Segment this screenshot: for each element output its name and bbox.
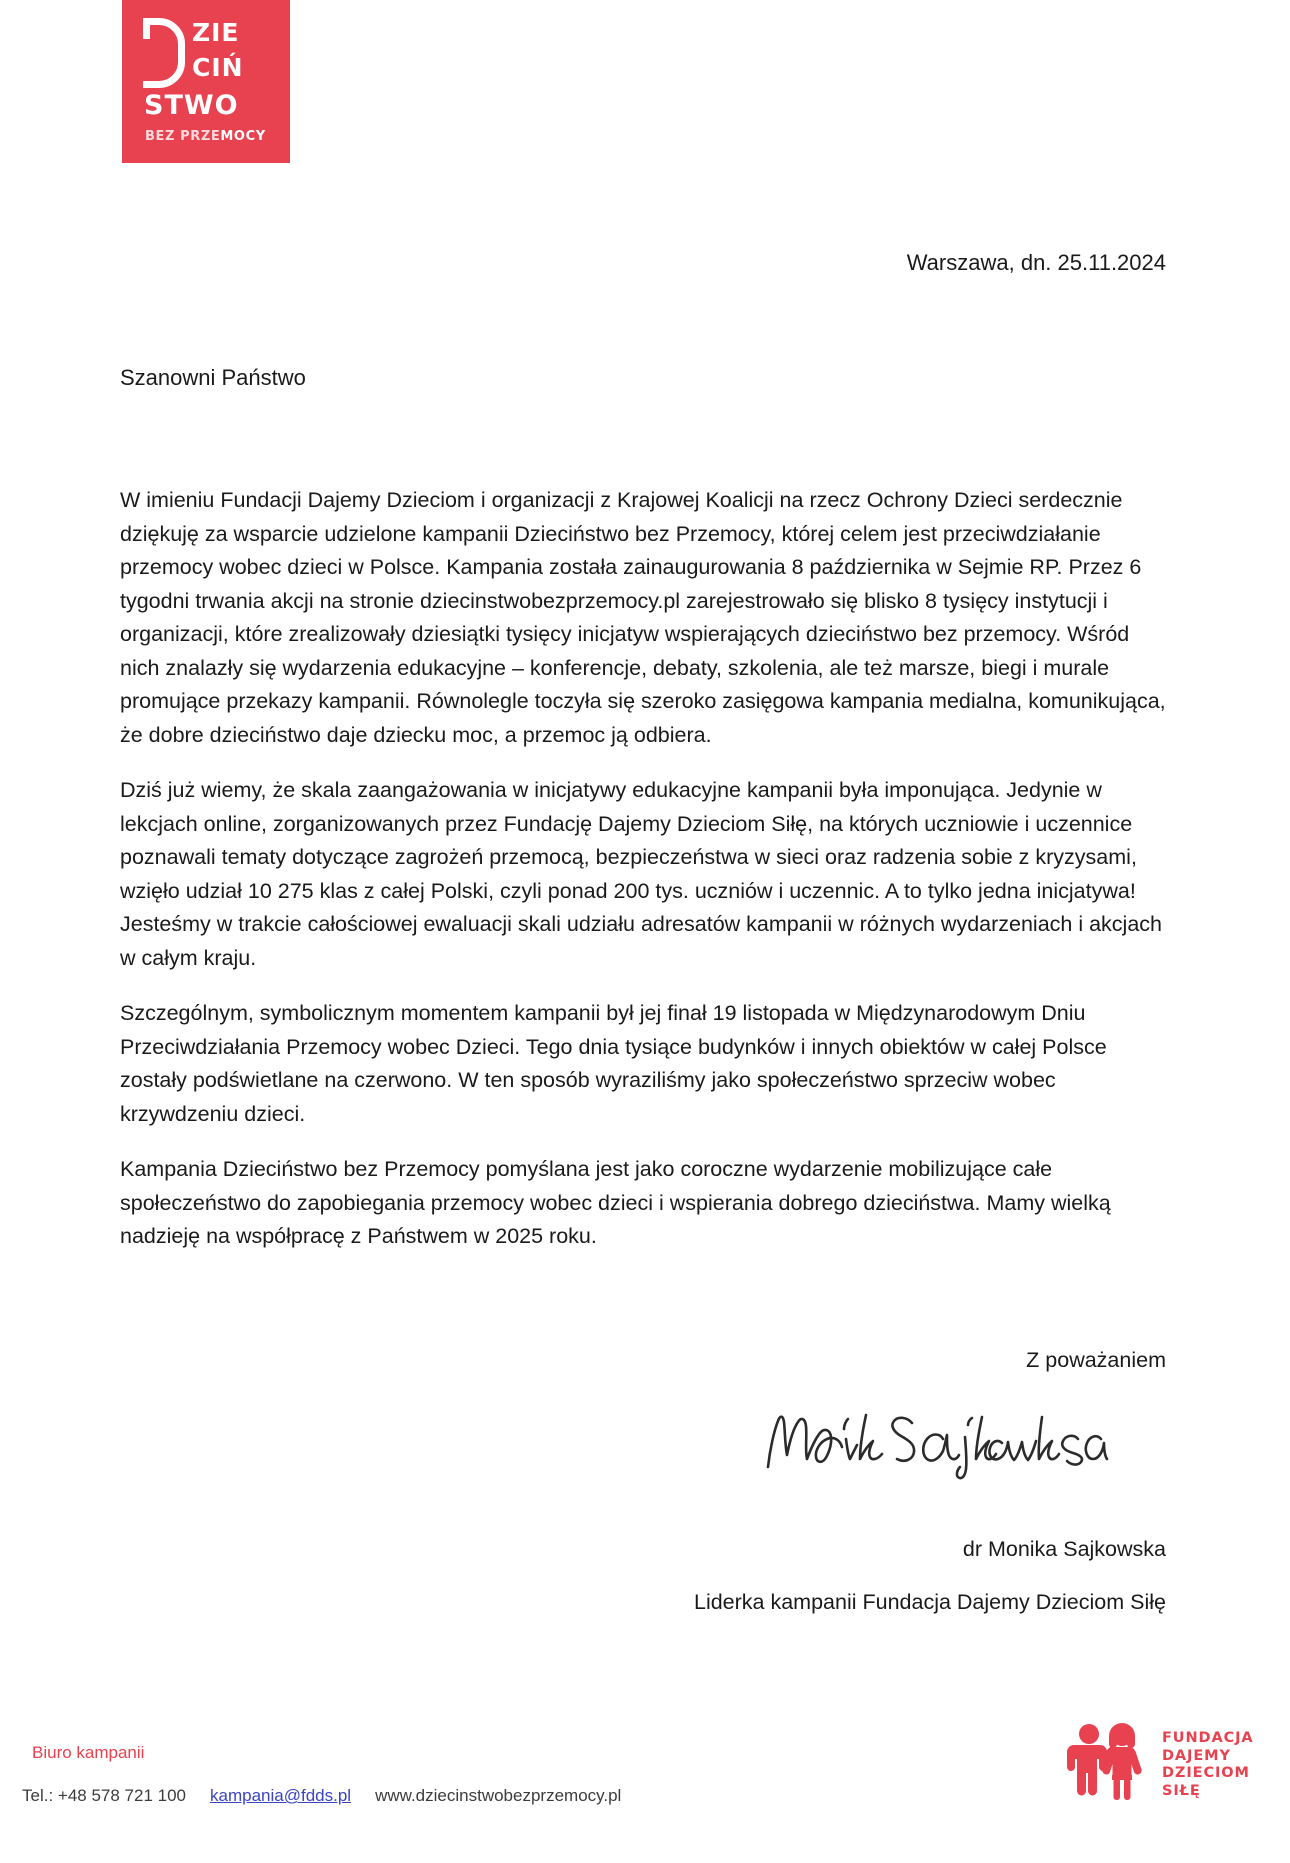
fdds-line-1: FUNDACJA	[1162, 1730, 1254, 1746]
footer-phone: Tel.: +48 578 721 100	[22, 1786, 186, 1805]
footer-contact-row	[22, 1786, 621, 1806]
salutation: Szanowni Państwo	[120, 365, 306, 390]
paragraph-2: Dziś już wiemy, że skala zaangażowania w inicjatywy edukacyjne kampanii była imponująca. Jedynie w lekcjach online, zorganizowanych przez Fundację Dajemy Dzieciom Siłę, na których uczniowie i uczennice poznawali tematy dotyczące zagrożeń przemocą, bezpieczeństwa w sieci oraz radzenia sobie z kryzysami, wzięło udział 10 275 klas z całej Polski, czyli ponad 200 tys. uczniów i uczennic. A to tylko jedna inicjatywa! Jesteśmy w trakcie całościowej ewaluacji skali udziału adresatów kampanii w różnych wydarzeniach i akcjach w całym kraju.	[120, 778, 1162, 970]
logo-tagline-soft: BEZ PRZE	[145, 129, 221, 144]
footer-website: www.dziecinstwobezprzemocy.pl	[375, 1786, 622, 1805]
paragraph-1: W imieniu Fundacji Dajemy Dzieciom i organizacji z Krajowej Koalicji na rzecz Ochrony Dzieci serdecznie dziękuję za wsparcie udzielone kampanii Dzieciństwo bez Przemocy, której celem jest przeciwdziałanie przemocy wobec dzieci w Polsce. Kampania została zainaugurowania 8 października w Sejmie RP. Przez 6 tygodni trwania akcji na stronie dziecinstwobezprzemocy.pl zarejestrowało się blisko 8 tysięcy instytucji i organizacji, które zrealizowały dziesiątki tysięcy inicjatyw wspierających dzieciństwo bez przemocy. Wśród nich znalazły się wydarzenia edukacyjne – konferencje, debaty, szkolenia, ale też marsze, biegi i murale promujące przekazy kampanii. Równolegle toczyła się szeroko zasięgowa kampania medialna, komunikująca, że dobre dzieciństwo daje dziecku moc, a przemoc ją odbiera.	[120, 488, 1166, 747]
signer-role: Liderka kampanii Fundacja Dajemy Dzieciom Siłę	[693, 1590, 1166, 1614]
footer-office-label: Biuro kampanii	[32, 1743, 145, 1762]
logo-d-glyph-icon	[143, 18, 185, 88]
fundacja-dajemy-dzieciom-sile-logo	[1066, 1716, 1262, 1812]
signer-name: dr Monika Sajkowska	[962, 1537, 1166, 1561]
footer-email-link[interactable]: kampania@fdds.pl	[210, 1786, 352, 1805]
paragraph-3: Szczególnym, symbolicznym momentem kampanii był jej finał 19 listopada w Międzynarodowym Dniu Przeciwdziałania Przemocy wobec Dzieci. Tego dnia tysiące budynków i innych obiektów w całej Polsce zostały podświetlane na czerwono. W ten sposób wyraziliśmy jako społeczeństwo sprzeciw wobec krzywdzeniu dzieci.	[120, 1001, 1107, 1126]
paragraph-4: Kampania Dzieciństwo bez Przemocy pomyślana jest jako coroczne wydarzenie mobilizujące całe społeczeństwo do zapobiegania przemocy wobec dzieci i wspierania dobrego dzieciństwa. Mamy wielką nadzieję na współpracę z Państwem w 2025 roku.	[120, 1157, 1111, 1248]
signoff: Z poważaniem	[1026, 1348, 1166, 1372]
logo-line-cin: CIŃ	[192, 53, 244, 82]
handwritten-signature	[760, 1395, 1110, 1485]
logo-line-stwo: STWO	[144, 90, 239, 121]
two-children-icon	[1066, 1720, 1150, 1804]
fdds-line-4: SIŁĘ	[1162, 1782, 1201, 1799]
fdds-line-2: DAJEMY	[1162, 1747, 1231, 1764]
logo-tagline-hard: MOCY	[220, 129, 266, 144]
fdds-line-3: DZIECIOM	[1162, 1765, 1250, 1781]
dziecinstwo-bez-przemocy-logo	[122, 0, 290, 163]
date-line: Warszawa, dn. 25.11.2024	[906, 250, 1166, 275]
logo-line-zie: ZIE	[192, 18, 240, 47]
logo-artwork	[122, 0, 290, 163]
fdds-logotype	[1162, 1730, 1254, 1800]
letter-body	[120, 484, 1168, 1276]
logo-tagline	[145, 130, 266, 143]
